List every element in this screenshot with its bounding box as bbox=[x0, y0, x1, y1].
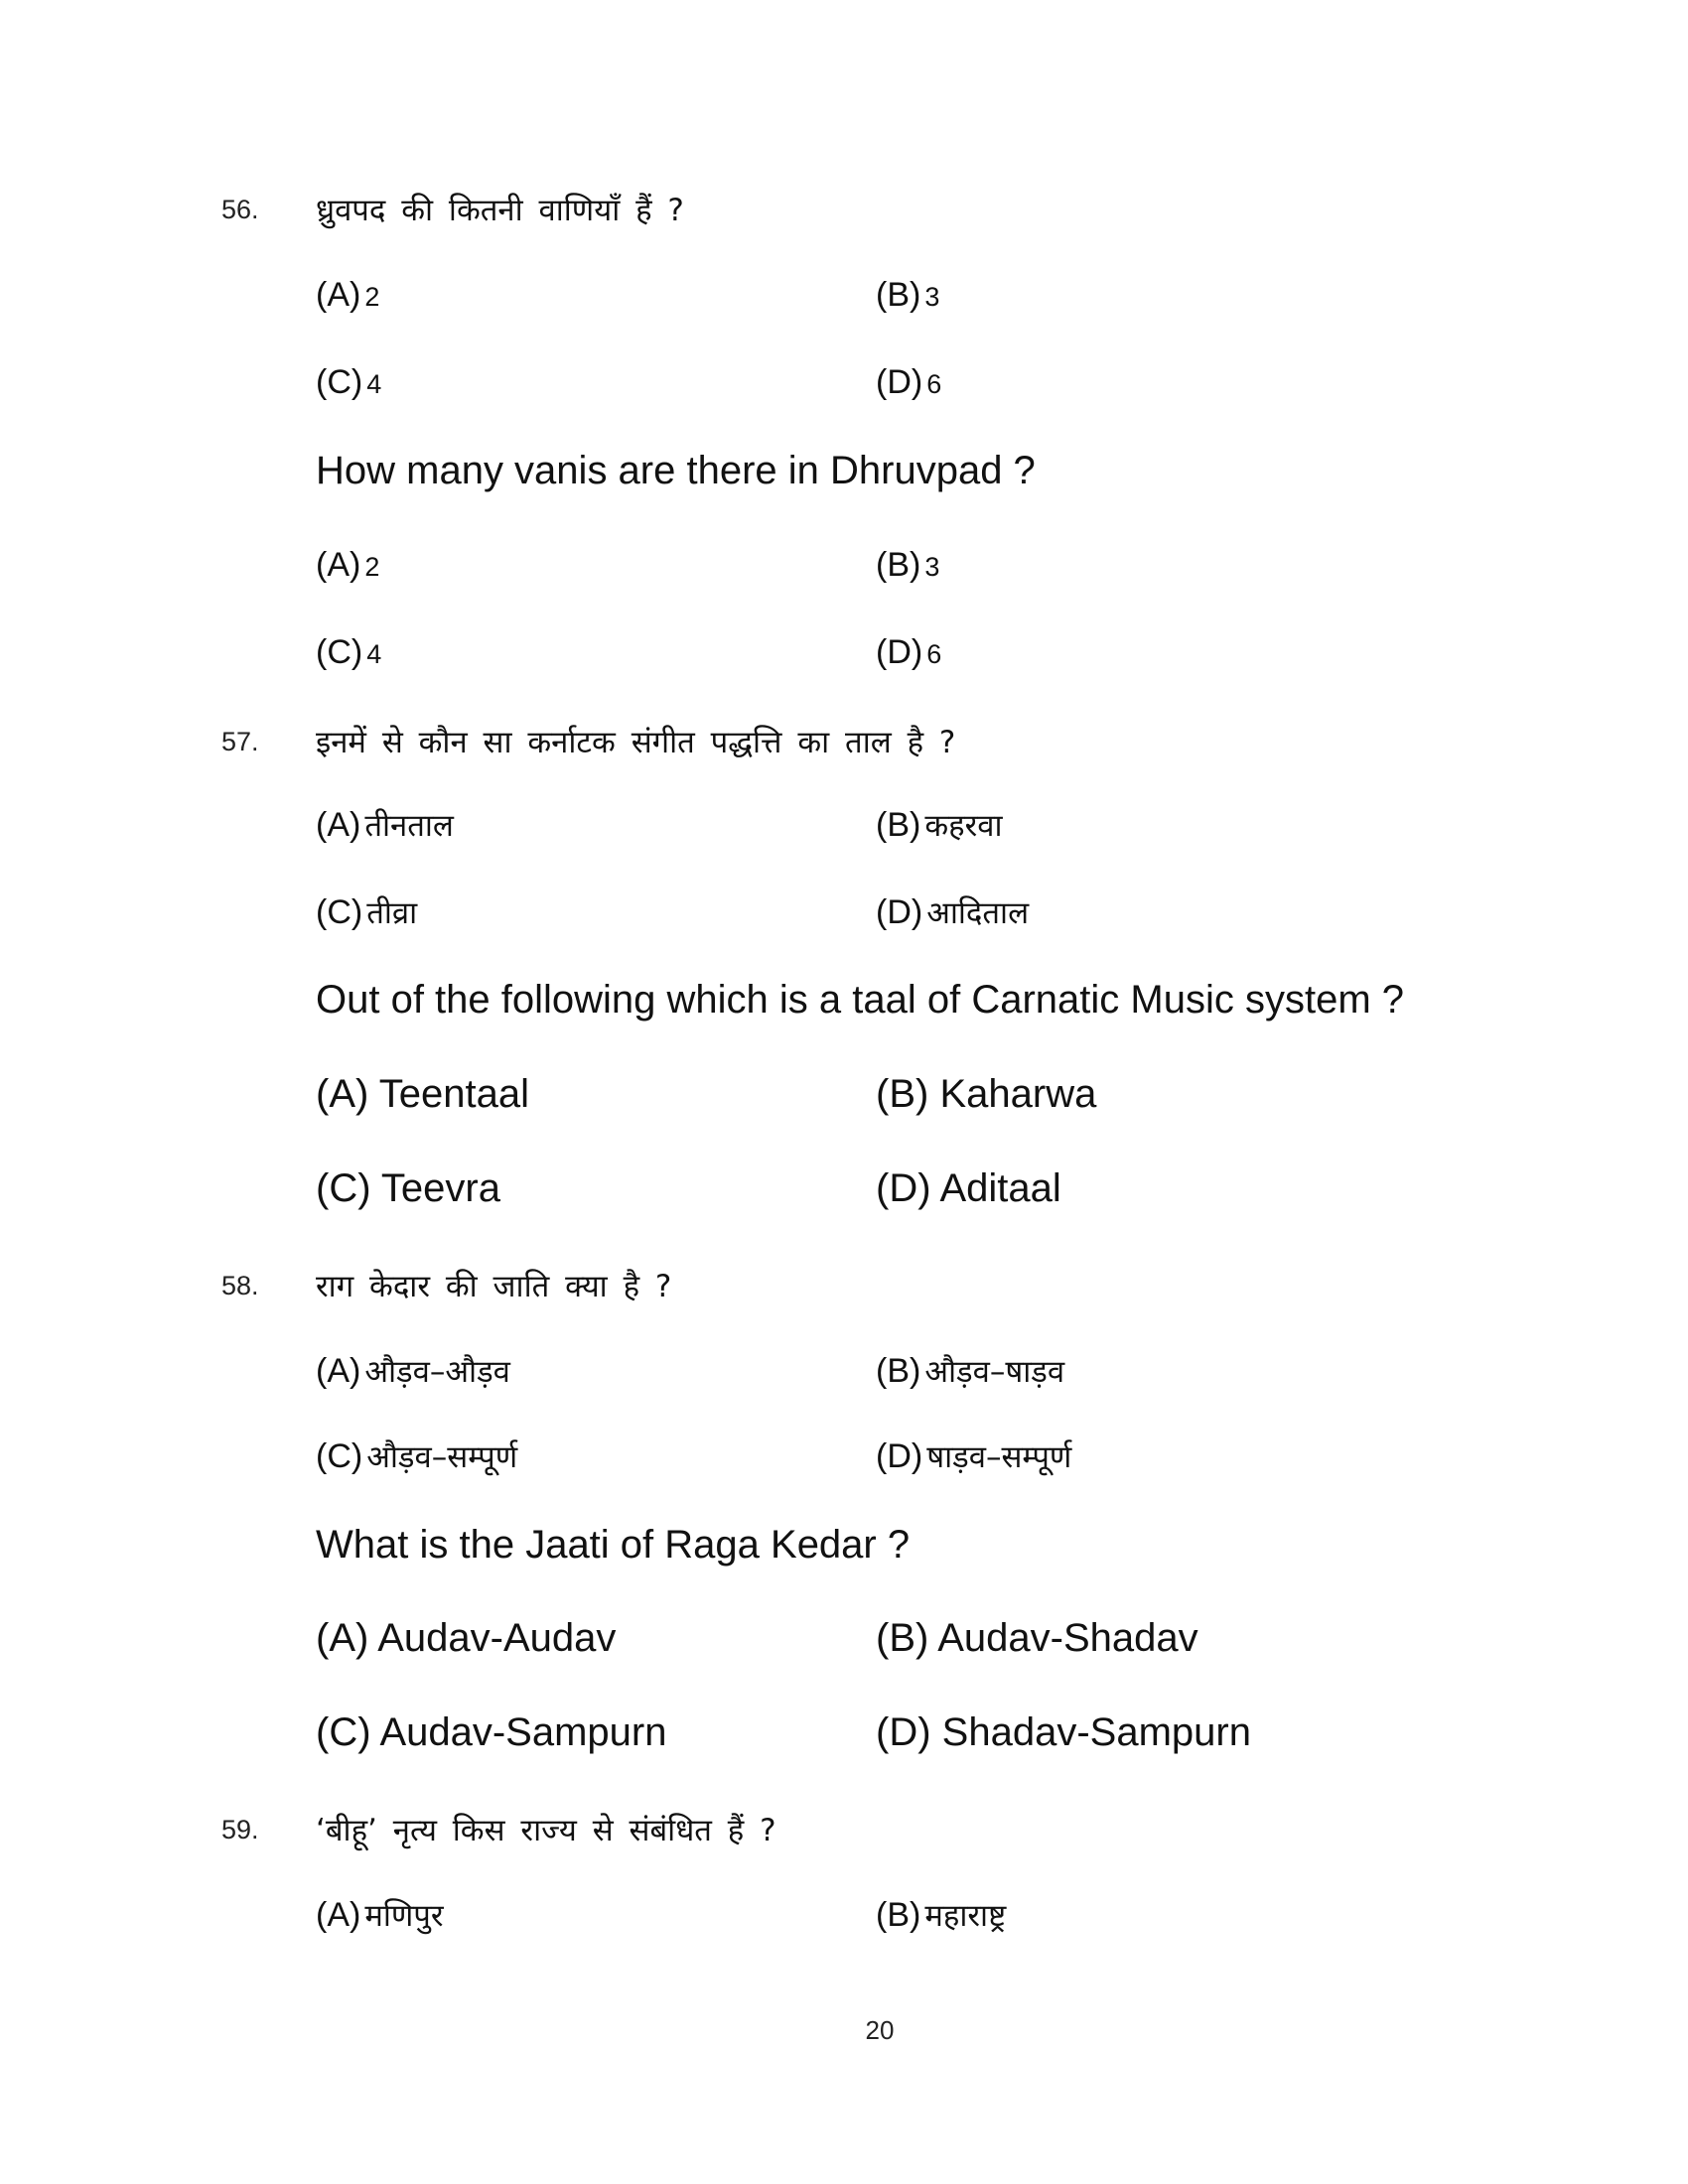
question-text-hindi: ध्रुवपद की कितनी वाणियाँ हैं ? bbox=[316, 193, 684, 228]
option-b[interactable]: (B) Audav-Shadav bbox=[876, 1616, 1198, 1660]
question-text-english: Out of the following which is a taal of Carnatic Music system ? bbox=[316, 978, 1405, 1022]
option-value: औड़व–औड़व bbox=[364, 1354, 510, 1390]
option-c[interactable]: (C) 4 bbox=[316, 363, 382, 401]
question-text-english: What is the Jaati of Raga Kedar ? bbox=[316, 1523, 911, 1567]
option-c[interactable]: (C) तीव्रा bbox=[316, 893, 418, 931]
option-value: कहरवा bbox=[924, 808, 1003, 844]
question-number: 56. bbox=[221, 195, 259, 224]
option-a[interactable]: (A) Audav-Audav bbox=[316, 1616, 617, 1660]
option-value: तीव्रा bbox=[366, 895, 418, 931]
option-a[interactable]: (A) मणिपुर bbox=[316, 1896, 444, 1934]
question-text-hindi: राग केदार की जाति क्या है ? bbox=[316, 1269, 672, 1304]
option-b[interactable]: (B) औड़व–षाड़व bbox=[876, 1352, 1065, 1390]
option-b[interactable]: (B) कहरवा bbox=[876, 806, 1003, 844]
option-value: Audav-Shadav bbox=[937, 1616, 1198, 1660]
option-value: औड़व–सम्पूर्ण bbox=[366, 1439, 518, 1475]
question-number: 57. bbox=[221, 727, 259, 756]
option-a[interactable]: (A) 2 bbox=[316, 276, 380, 314]
option-d[interactable]: (D) षाड़व–सम्पूर्ण bbox=[876, 1437, 1072, 1475]
option-d[interactable]: (D) Shadav-Sampurn bbox=[876, 1710, 1251, 1754]
option-value: षाड़व–सम्पूर्ण bbox=[926, 1439, 1072, 1475]
option-value: Audav-Audav bbox=[377, 1616, 617, 1660]
option-d[interactable]: (D) आदिताल bbox=[876, 893, 1030, 931]
question-number: 59. bbox=[221, 1815, 259, 1844]
option-value: 3 bbox=[924, 552, 940, 582]
option-a[interactable]: (A) औड़व–औड़व bbox=[316, 1352, 510, 1390]
option-value: 2 bbox=[364, 552, 380, 582]
option-value: महाराष्ट्र bbox=[924, 1898, 1007, 1934]
question-text-hindi: इनमें से कौन सा कर्नाटक संगीत पद्धत्ति का ताल है ? bbox=[316, 725, 956, 760]
option-value: आदिताल bbox=[926, 895, 1030, 931]
option-b[interactable]: (B) 3 bbox=[876, 546, 940, 584]
option-value: 6 bbox=[926, 639, 942, 669]
option-value: 4 bbox=[366, 639, 382, 669]
option-d[interactable]: (D) 6 bbox=[876, 363, 942, 401]
option-value: 4 bbox=[366, 369, 382, 399]
option-value: Audav-Sampurn bbox=[379, 1710, 667, 1754]
option-b[interactable]: (B) Kaharwa bbox=[876, 1072, 1097, 1116]
option-value: तीनताल bbox=[364, 808, 454, 844]
option-c[interactable]: (C) Teevra bbox=[316, 1166, 500, 1210]
option-value: औड़व–षाड़व bbox=[924, 1354, 1065, 1390]
option-value: Teentaal bbox=[378, 1072, 529, 1116]
option-b[interactable]: (B) 3 bbox=[876, 276, 940, 314]
question-number: 58. bbox=[221, 1271, 259, 1300]
option-value: 3 bbox=[924, 282, 940, 312]
option-c[interactable]: (C) औड़व–सम्पूर्ण bbox=[316, 1437, 518, 1475]
question-text-hindi: ‘बीहू’ नृत्य किस राज्य से संबंधित हैं ? bbox=[316, 1813, 776, 1848]
option-c[interactable]: (C) 4 bbox=[316, 633, 382, 671]
option-c[interactable]: (C) Audav-Sampurn bbox=[316, 1710, 667, 1754]
option-d[interactable]: (D) 6 bbox=[876, 633, 942, 671]
question-text-english: How many vanis are there in Dhruvpad ? bbox=[316, 449, 1036, 492]
option-value: 2 bbox=[364, 282, 380, 312]
option-value: मणिपुर bbox=[364, 1898, 444, 1934]
option-a[interactable]: (A) तीनताल bbox=[316, 806, 454, 844]
option-a[interactable]: (A) 2 bbox=[316, 546, 380, 584]
option-value: Aditaal bbox=[939, 1166, 1061, 1210]
option-value: Shadav-Sampurn bbox=[941, 1710, 1251, 1754]
option-b[interactable]: (B) महाराष्ट्र bbox=[876, 1896, 1007, 1934]
option-value: Teevra bbox=[380, 1166, 500, 1210]
page-number: 20 bbox=[865, 2015, 895, 2045]
option-a[interactable]: (A) Teentaal bbox=[316, 1072, 529, 1116]
option-value: Kaharwa bbox=[939, 1072, 1097, 1116]
option-d[interactable]: (D) Aditaal bbox=[876, 1166, 1061, 1210]
option-value: 6 bbox=[926, 369, 942, 399]
